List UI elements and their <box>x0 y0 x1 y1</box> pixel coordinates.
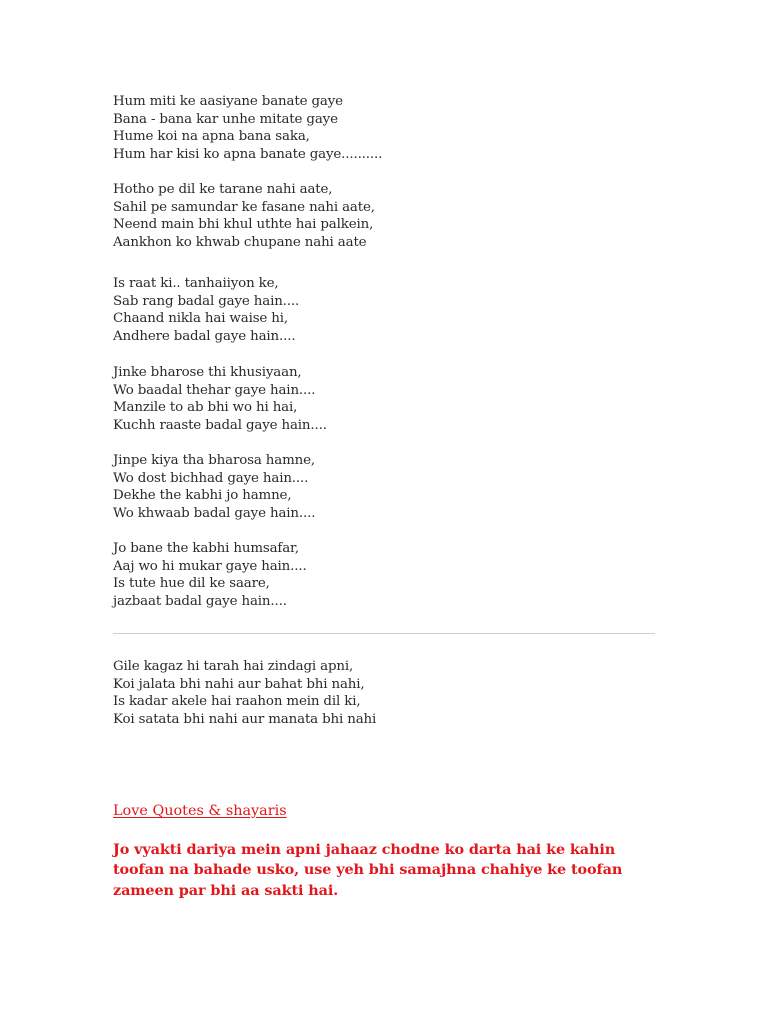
poem-line: Gile kagaz hi tarah hai zindagi apni, <box>113 659 354 674</box>
poem-line: Koi jalata bhi nahi aur bahat bhi nahi, <box>113 676 365 692</box>
poem-line: Is raat ki.. tanhaiiyon ke, <box>113 276 279 291</box>
love-quote-text: Jo vyakti dariya mein apni jahaaz chodne ko darta hai ke kahin toofan na bahade usko, use yeh bhi samajhna chahiye ke toofan zameen par bhi aa sakti hai. <box>113 841 623 899</box>
stanza <box>113 275 673 345</box>
poem-line: Andhere badal gaye hain.... <box>113 328 296 344</box>
poem-line: Aaj wo hi mukar gaye hain.... <box>113 558 307 574</box>
poem-line: jazbaat badal gaye hain.... <box>113 593 287 609</box>
poem-line: Chaand nikla hai waise hi, <box>113 311 289 327</box>
poem-line: Sahil pe samundar ke fasane nahi aate, <box>113 199 375 215</box>
poem-line: Koi satata bhi nahi aur manata bhi nahi <box>113 711 377 727</box>
poem-line: Hotho pe dil ke tarane nahi aate, <box>113 182 333 197</box>
stanza <box>113 364 673 434</box>
love-quotes-link[interactable]: Love Quotes & shayaris <box>113 803 287 819</box>
stanza <box>113 181 673 251</box>
poem-line: Kuchh raaste badal gaye hain.... <box>113 417 327 433</box>
poem-line: Jo bane the kabhi humsafar, <box>113 541 299 556</box>
poem-line: Wo dost bichhad gaye hain.... <box>113 470 309 486</box>
stanza <box>113 452 673 522</box>
poem-line: Neend main bhi khul uthte hai palkein, <box>113 217 374 233</box>
stanza <box>113 93 673 163</box>
poem-line: Is tute hue dil ke saare, <box>113 576 270 592</box>
poem-line: Dekhe the kabhi jo hamne, <box>113 488 292 504</box>
horizontal-divider <box>113 633 655 634</box>
poem-line: Is kadar akele hai raahon mein dil ki, <box>113 694 361 710</box>
poem-line: Hume koi na apna bana saka, <box>113 129 310 145</box>
poem-line: Wo baadal thehar gaye hain.... <box>113 382 316 398</box>
poem-line: Jinpe kiya tha bharosa hamne, <box>113 453 315 468</box>
poem-line: Sab rang badal gaye hain.... <box>113 293 300 309</box>
stanza <box>113 540 673 610</box>
poem-line: Wo khwaab badal gaye hain.... <box>113 505 316 521</box>
poem-line: Jinke bharose thi khusiyaan, <box>113 365 302 380</box>
poem-line: Manzile to ab bhi wo hi hai, <box>113 400 298 416</box>
poem-line: Hum har kisi ko apna banate gaye.......... <box>113 146 383 162</box>
stanza <box>113 658 673 728</box>
poem-line: Bana - bana kar unhe mitate gaye <box>113 111 338 127</box>
poem-line: Aankhon ko khwab chupane nahi aate <box>113 234 367 250</box>
poem-line: Hum miti ke aasiyane banate gaye <box>113 94 343 109</box>
